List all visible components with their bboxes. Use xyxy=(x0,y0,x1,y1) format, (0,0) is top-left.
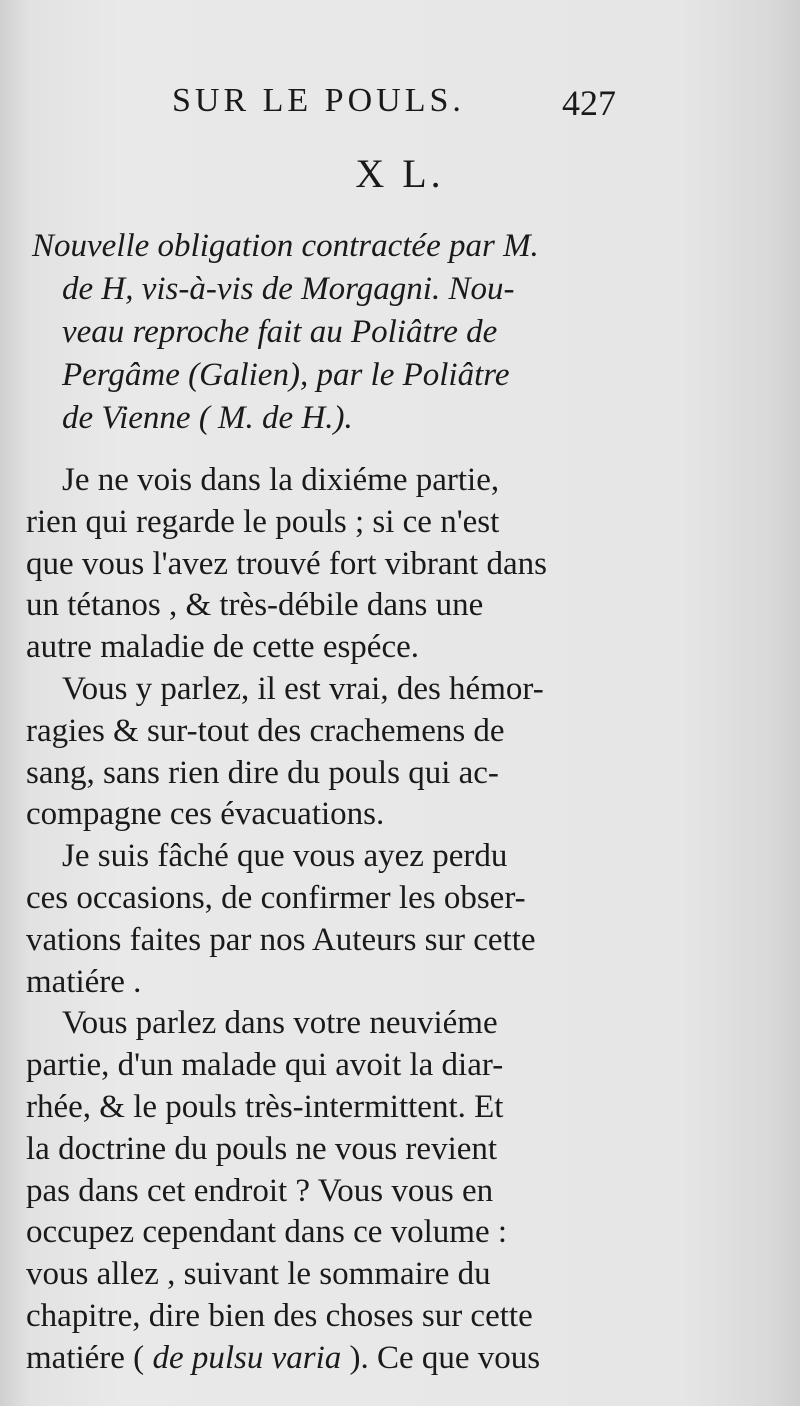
text-line: ragies & sur-tout des crachemens de xyxy=(26,712,505,749)
text-line xyxy=(26,1338,626,1380)
page-header xyxy=(0,82,800,126)
text-fragment: ). Ce que vous xyxy=(349,1339,541,1376)
paragraph xyxy=(26,460,626,669)
running-title: SUR LE POULS. xyxy=(172,82,465,119)
paragraph xyxy=(26,1003,626,1379)
summary-line: veau reproche fait au Poliâtre de xyxy=(62,314,498,350)
latin-phrase: de pulsu varia xyxy=(144,1339,350,1376)
text-line: matiére . xyxy=(26,963,142,1000)
text-line: Je suis fâché que vous ayez perdu xyxy=(62,838,508,875)
text-line: Vous parlez dans votre neuviéme xyxy=(62,1005,498,1042)
text-line: Vous y parlez, il est vrai, des hémor- xyxy=(62,670,544,707)
paragraph xyxy=(26,836,626,1003)
text-line: partie, d'un malade qui avoit la diar- xyxy=(26,1047,504,1084)
text-line: rhée, & le pouls très-intermittent. Et xyxy=(26,1088,504,1125)
summary-line: Nouvelle obligation contractée par M. xyxy=(32,228,539,264)
text-fragment: matiére ( xyxy=(26,1339,145,1376)
text-line: Je ne vois dans la dixiéme partie, xyxy=(62,462,500,498)
text-line: vations faites par nos Auteurs sur cette xyxy=(26,921,536,958)
text-line: chapitre, dire bien des choses sur cette xyxy=(26,1297,533,1334)
text-line: que vous l'avez trouvé fort vibrant dans xyxy=(26,545,547,582)
section-summary xyxy=(32,225,624,440)
text-line: rien qui regarde le pouls ; si ce n'est xyxy=(26,503,500,540)
section-heading: X L. xyxy=(355,151,445,196)
text-line: autre maladie de cette espéce. xyxy=(26,629,420,666)
text-line: sang, sans rien dire du pouls qui ac- xyxy=(26,754,499,791)
text-line: occupez cependant dans ce volume : xyxy=(26,1214,508,1251)
body-text xyxy=(26,460,626,1380)
summary-line: de H, vis-à-vis de Morgagni. Nou- xyxy=(62,271,515,307)
text-line: un tétanos , & très-débile dans une xyxy=(26,587,484,624)
text-line: compagne ces évacuations. xyxy=(26,796,385,833)
text-line: ces occasions, de confirmer les obser- xyxy=(26,879,526,916)
text-line: pas dans cet endroit ? Vous vous en xyxy=(26,1172,494,1209)
paragraph xyxy=(26,669,626,836)
page-number: 427 xyxy=(562,83,616,123)
summary-line: de Vienne ( M. de H.). xyxy=(62,400,353,436)
summary-line: Pergâme (Galien), par le Poliâtre xyxy=(62,357,510,393)
text-line: la doctrine du pouls ne vous revient xyxy=(26,1130,498,1167)
text-line: vous allez , suivant le sommaire du xyxy=(26,1256,491,1293)
